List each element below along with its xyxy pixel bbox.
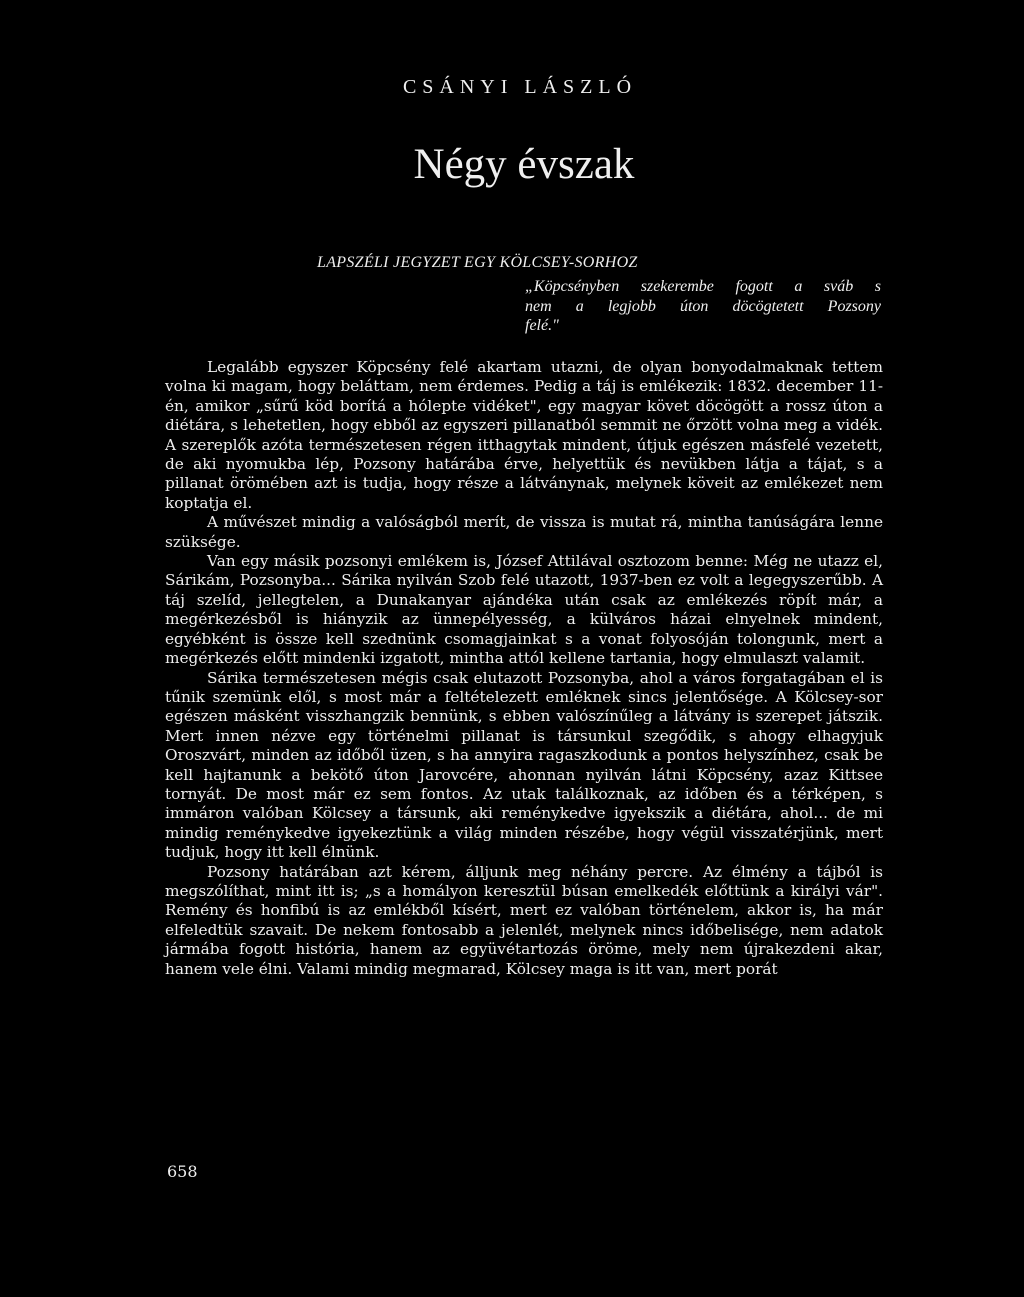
author-name: CSÁNYI LÁSZLÓ [402,76,638,98]
paragraph: Legalább egyszer Köpcsény felé akartam utazni, de olyan bonyodalmaknak tettem volna ki magam, hogy beláttam, nem érdemes. Pedig a táj is emlékezik: 1832. december 11-én, amikor „sűrű köd borítá a hólepte vidéket", egy magyar követ döcögött a rossz úton a diétára, s lehetetlen, hogy ebből az egyszeri pillanatból semmit ne őrzött volna meg a vidék. A szereplők azóta természetesen régen itthagytak mindent, útjuk egészen másfelé vezetett, de aki nyomukba lép, Pozsony határába érve, helyettük és nevükben látja a tájat, s a pillanat örömében azt is tudja, hogy része a látványnak, melynek köveit az emlékezet nem koptatja el. [165,358,883,512]
page-number: 658 [167,1162,198,1181]
paragraph: Pozsony határában azt kérem, álljunk meg néhány percre. Az élmény a tájból is megszólíthat, mint itt is; „s a homályon keresztül búsan emelkedék előttünk a királyi vár". Remény és honfibú is az emlékből kísért, mert ez valóban történelem, akkor is, ha már elfeledtük szavait. De nekem fontosabb a jelenlét, melynek nincs időbelisége, nem adatok jármába fogott história, hanem az együvétartozás öröme, mely nem újrakezdeni akar, hanem vele élni. Valami mindig megmarad, Kölcsey maga is itt van, mert porát [165,862,883,978]
epigraph [525,277,881,336]
page-title: Négy évszak [413,141,635,188]
epigraph-line: „Köpcsényben szekerembe fogott a sváb s [525,278,881,295]
paragraph: A művészet mindig a valóságból merít, de vissza is mutat rá, mintha tanúságára lenne szüksége. [165,513,883,551]
section-subtitle: LAPSZÉLI JEGYZET EGY KÖLCSEY-SORHOZ [317,254,638,271]
body-text [165,358,883,979]
epigraph-line: felé." [525,317,559,334]
paragraph: Sárika természetesen mégis csak elutazott Pozsonyba, ahol a város forgatagában el is tűnik szemünk elől, s most már a feltételezett emléknek sincs jelentősége. A Kölcsey-sor egészen másként visszhangzik bennünk, s ebben valószínűleg a látvány is szerepet játszik. Mert innen nézve egy történelmi pillanat is társunkul szegődik, s ahogy elhagyjuk Oroszvárt, minden az időből üzen, s ha annyira ragaszkodunk a pontos helyszínhez, csak be kell hajtanunk a bekötő úton Jarovcére, ahonnan nyilván látni Köpcsény, azaz Kittsee tornyát. De most már ez sem fontos. Az utak találkoznak, az időben és a térképen, s immáron valóban Kölcsey a társunk, aki reménykedve igyekszik a diétára, ahol... de mi mindig reménykedve igyekeztünk a világ minden részébe, hogy végül visszatérjünk, mert tudjuk, hogy itt kell élnünk. [165,668,883,862]
epigraph-line: nem a legjobb úton döcögtetett Pozsony [525,297,881,315]
paragraph: Van egy másik pozsonyi emlékem is, József Attilával osztozom benne: Még ne utazz el, Sárikám, Pozsonyba... Sárika nyilván Szob felé utazott, 1937-ben ez volt a legegyszerűbb. A táj szelíd, jellegtelen, a Dunakanyar ajándéka után csak az emlékezés röpít már, a megérkezésből is hiányzik az ünnepélyesség, a külváros házai elnyelnek mindent, egyébként is össze kell szednünk csomagjainkat s a vonat folyosóján tolongunk, mert a megérkezés előtt mindenki izgatott, mintha attól kellene tartania, hogy elmulaszt valamit. [165,552,883,668]
